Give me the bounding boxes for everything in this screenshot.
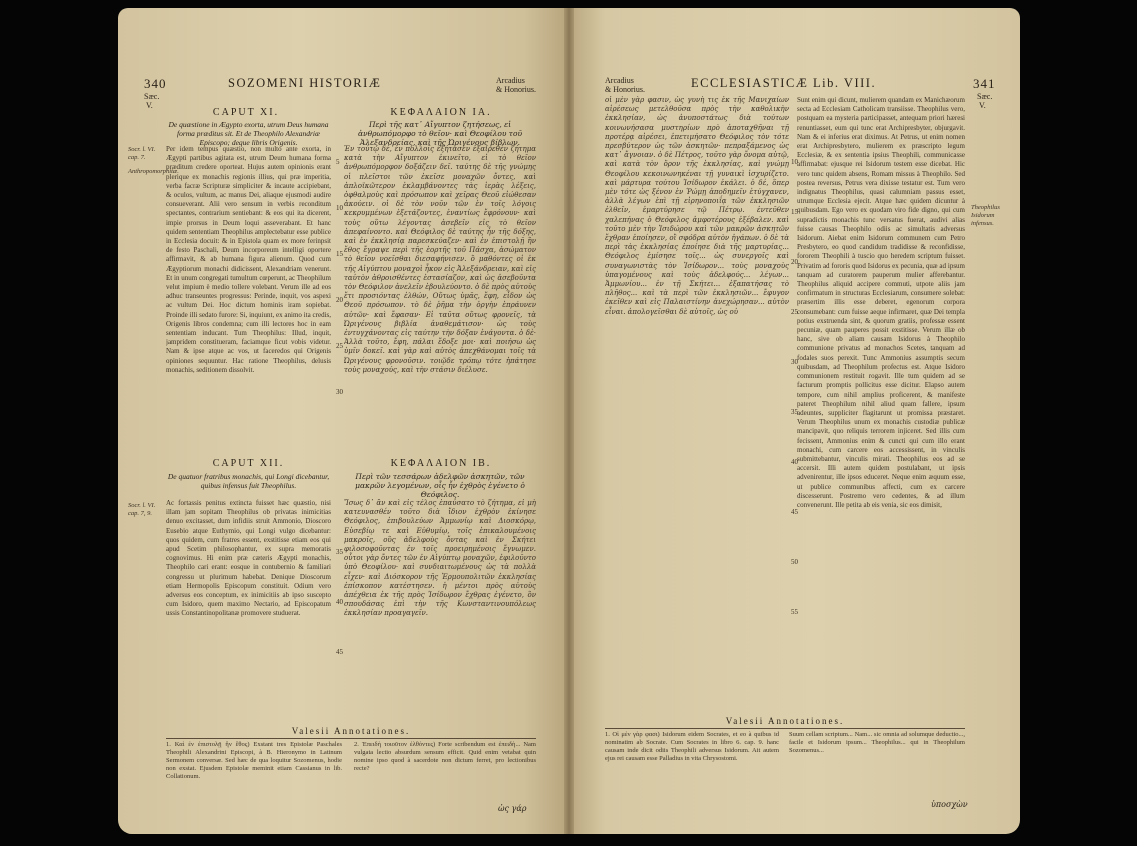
line-number: 45 (336, 648, 343, 656)
margin-ref-socrates-2: Socr. l. VI. cap. 7, 9. (128, 502, 156, 517)
running-reign-2: & Honorius. (496, 85, 536, 94)
chapter-12-greek-summary: Περὶ τῶν τεσσάρων ἀδελφῶν ἀσκητῶν, τῶν μακρῶν λεγομένων, οἷς ἦν ἐχθρὸς ἐγένετο ὁ Θεόφιλος. (355, 472, 525, 499)
line-number: 55 (791, 608, 798, 616)
line-number: 20 (791, 258, 798, 266)
chapter-12-latin-heading: CAPUT XII. (212, 458, 285, 469)
open-book (118, 8, 1020, 834)
running-reign-right-2: & Honorius. (605, 85, 645, 94)
margin-note-anthropomorphites: Anthropomorphitæ. (128, 168, 179, 175)
chapter-12-greek-text: Ἴσως δ᾿ ἂν καὶ εἰς τέλος ἐπαύσατο τὸ ζήτημα, εἰ μὴ κατευνασθέν τοῦτο διὰ ἴδιον ἐχθρὸν ἐκίνησε Θεόφιλος, ἐπιβουλεύων Ἀμμωνίῳ καὶ Διοσκόρῳ, Εὐσεβίῳ τε καὶ Εὐθυμίῳ, τοῖς ἐπικαλουμένοις μακροῖς, οὓς ἀδελφοὺς ὄντας καὶ ἐν Σκήτει φιλοσοφοῦντας ἐν τοῖς προειρημένοις ἔγνωμεν. οὗτοι γὰρ ὄντες τῶν ἐν Αἰγύπτῳ μοναχῶν, ἐφιλοῦντο ὑπὸ Θεοφίλου· καὶ συνδιαιτωμένους ὡς τὰ πολλὰ εἶχεν· καὶ Διόσκορον τῆς Ἑρμουπολιτῶν ἐκκλησίας ἐπίσκοπον κατέστησεν. ἡ μέντοι πρὸς αὐτοὺς ἀπέχθεια ἐκ τῆς πρὸς Ἰσίδωρον ἔχθρας ἐγένετο, ὃν σπουδάσας ἐπὶ τὴν τῆς Κωνσταντινουπόλεως ἐκκλησίαν προαγαγεῖν. (344, 499, 536, 618)
book-gutter (564, 8, 574, 834)
chapter-11-greek-text: Ἐν τούτῳ δέ, ἐν πολλοῖς ἐξήτασεν ἐξαιρεθὲν ζήτημα κατὰ τὴν Αἴγυπτον ἐκινεῖτο, εἰ τὸ θεῖον ἀνθρωπόμορφον δοξάζειν δεῖ. ταύτης δὲ τῆς γνώμης οἱ πλεῖστοι τῶν ἐκεῖσε μοναχῶν ὄντες, καὶ ἁπλοϊκῶτερον ἐκλαμβάνοντες τὰς ἱερὰς λέξεις, ὀφθαλμοὺς καὶ πρόσωπον καὶ χεῖρας Θεοῦ εἰώθεσαν ἀκούειν. οἱ δὲ τὸν νοῦν τῶν ἐν τοῖς λόγοις κεκρυμμένων ἐξετάζοντες, ἐναντίως ἔφρόνουν· καὶ τοὺς οὕτω λέγοντας ἀσεβεῖν εἰς τὸ θεῖον ἀπεφαίνοντο. καὶ Θεόφιλος δὲ ταύτης ἦν τῆς δόξης, καὶ ἐν ἐκκλησίᾳ παρεσκεύαζεν· καὶ ἐν ἐπιστολῇ ἣν ἔθος ἔγραψε περὶ τῆς ἑορτῆς τοῦ Πάσχα, ἀσώματον τὸ θεῖον νοεῖσθαι διεσαφήνισεν. ὃ μαθόντες οἱ ἐκ τῆς Αἰγύπτου μοναχοὶ ἧκον εἰς Ἀλεξάνδρειαν, καὶ εἰς ταὐτὸν ἀθροισθέντες ἐστασίαζον, καὶ ὡς ἀσεβοῦντα τὸν Θεόφιλον ἀνελεῖν ἐβουλεύοντο. ὁ δὲ πρὸς αὐτοὺς ἔτι προσιόντας ἐλθών, Οὕτως ὑμᾶς, ἔφη, εἶδον ὡς Θεοῦ πρόσωπον. τὸ δὲ ῥῆμα τὴν ὀργὴν ἐπράυνεν αὐτῶν· καὶ ἔφασαν· Εἰ ταῦτα οὕτως φρονεῖς, τὰ Ὠριγένους βιβλία ἀναθεμάτισον· ὡς τοὺς ἐντυγχάνοντας εἰς ταύτην τὴν δόξαν ἐνάγοντα. ὁ δὲ· Ἀλλὰ τοῦτο, ἔφη, πάλαι ἔδοξε μοι· καὶ ποιήσω ὡς ὑμῖν δοκεῖ. καὶ γὰρ καὶ αὐτὸς ἀπεχθάνομαι τοῖς τὰ Ὠριγένους φρονοῦσιν. τοιῷδε τρόπῳ τότε ἠπάτησε τοὺς μοναχούς, καὶ τὴν στάσιν διέλυσε. (344, 145, 536, 374)
side-note-century: V. (146, 101, 153, 110)
chapter-11-greek-summary: Περὶ τῆς κατ᾿ Αἴγυπτον ζητήσεως, εἰ ἀνθρωπόμορφο τὸ θεῖον· καὶ Θεοφίλου τοῦ Ἀλεξανδρείας, καὶ τῆς Ὠριγένους βίβλων. (357, 120, 523, 147)
annotation-left-b: 2. Ἐπειδὴ τοιοῦτον ἐλθόντες) Forte scribendum est ἐπειδὴ... Nam vulgata lectio absurdum sensum efficit. Quid enim vetabat quin nomine ipso quod à sacerdote non dictum ferret, pro lectionibus recte? (354, 741, 536, 772)
running-reign-right-1: Arcadius (605, 76, 634, 85)
running-title-right: ECCLESIASTICÆ Lib. VIII. (691, 76, 877, 90)
side-note-saec: Sæc. (144, 92, 160, 101)
line-number: 20 (336, 296, 343, 304)
page-number-right: 341 (973, 76, 996, 91)
chapter-11-latin-text: Per idem tempus quæstio, non multo ante exorta, in Ægypti partibus agitata est, utrum Deum humana forma præditum credere oporteat. Hujus autem opinionis erant plerique ex monachis regionis illius, qui præ imperitia, verba facræ Scripturæ simpliciter & incaute accipiebant, & oculos, vultum, ac manus Dei, aliaque ejusmodi audire consueverant. Alii vero sensum in verbis reconditum spectantes, contrarium sentiebant: & eos qui ita dicerent, impie prorsus in Deum loqui asseverabant. Et hanc quidem sententiam Theophilus amplectebatur esse publice in Ecclesia docuit: & in Epistola quam ex more ferinpsit de festo Paschali, Deum incorporeum intelligi oportere affirmavit, & ab humana figura alienum. Quod cum Ægyptiorum monachi didicissent, Alexandriam venerunt. Et in unum congregati tumultum cœperunt, ac Theophilum velut impium è medio tollere volebant. Verum ille ad eos adhuc transeuntes progressus: Perinde, inquit, vos aspexi ac vultum Dei. Hoc dictum hominis iram sopiebat. Proinde illi sedato furore: Si, inquiunt, ex animo ita credis, Origenis libros condemna; cum illi lectores hoc in eam sententiam inducant. Tum Theophilus: Illud, inquit, jampridem constitueram, faciamque ficut vobis videtur. Nam & ipse atque ac vos, ut faceredos qui Origenis opiniones sequuntur. Hac ratione Theophilus, delusis monachis, seditionem dissolvit. (166, 145, 331, 374)
chapter-12-greek-heading: ΚΕΦΑΛΑΙΟΝ ΙΒ. (390, 458, 492, 469)
margin-ref-socrates: Socr. l. VI. cap. 7. (128, 146, 156, 161)
line-number: 25 (336, 342, 343, 350)
right-latin-text: Sunt enim qui dicunt, mulierem quandam ex Manichæorum secta ad Ecclesiam Catholicam transiisse. Theophilus vero, postquam ea mysteria participasset, antequam priori hæresi renuntiasset, eum qui tunc erat Archipresbyter, objurgavit. Nam & ei inferius erat diximus. At Petrus, ut enim nomen erat Archipresbytero, mulierem ex præscripto legum Ecclesiæ, & ex sententia ipsius Theophili, communicasse affirmabat: ejusque rei Isidorum testem esse dicebat. Hic vero tunc quidem absens, Romam missus à Theophilo. Sed postea reversus, Petrus vera dixisse testatur est. Tum vero indignatus Theophilus, quasi calumniam passus esset, utrumque Ecclesia ejecit. Atque hæc quidem dicuntur à quibusdam. Ego vero ex quodam viro fide digno, qui cum supradictis monachis tunc versatus fuerat, audivi alias fuisse causas Theophilo odiis ac simultatis adversus Isidorum. Aiebat enim Isidorum communem cum Petro Presbytero, eo quod candidum tradidisse & reconfidisse, fororem Theophili à tuscio quo heredem scriptum fuisset. Privatim ad fororis quod Isidorus ex pecunia, quæ ad ipsum tanquam ad curatorem pauperum mulier afferebantur. Theophilus aliquid accipere commuti, utpote aliis jam confirmatum in structuras Ecclesiarum, consumere solebat: præsertim illis esse deberet, egenorum corpora consumebant: cum fuisse aeque infirmaret, quæ Dei templa potius exstruenda sint, & quorum gratiis, professæ essent pecuniæ, quam pauperes possit exstitisse. Verum illæ ob hanc, sive ob aliam causam Isidorus à Theophilo communione privatus ad monachos Scetes, tanquam ad fodales suos perexit. Tunc Ammonius assumptis secum quibusdam, ad Theophilum profectus est. Atque Isidoro communionem restituit rogavit. Ille tum quidem ad se facturum promptis pollicitus esse dicitur. Elapso autem tempore, cum nihil amplius proficerent, & manifeste pateret Theophilum nihil aliud quam fallere, ipsum adeuntes, suppliciter flagitarunt ut promissa præstaret. Verum Theophilus unum ex monachis custodiæ publicæ mancipavit, quo reliquis terrorem injiceret. Sed illis cum fecissent, Ammonius enim & cuncti qui cum illo erant monachi, cum carcere eos accessissent, in vinculis submittebantur, vinculis mirati. Theophilus eos ad se accersit. Illi autem quidem postulabant, ut ipsis advenirentur, ille ipsos educeret. Neque enim æquum esse, ut publice communibus affecti, cum ex carcere discesserunt. Postremo vero cedentes, & ad illum convenerunt. Ille petita ab eis venia, sic eos dimisit, (797, 96, 965, 509)
chapter-11-latin-heading: CAPUT XI. (212, 107, 280, 118)
line-number: 40 (336, 598, 343, 606)
chapter-11-latin-summary: De quæstione in Ægypto exorta, utrum Deus humana forma præditus sit. Et de Theophilo Alexandriæ Episcopo; deque libris Origenis. (168, 120, 329, 147)
annotations-title-right: Valesii Annotationes. (725, 716, 845, 726)
line-number: 35 (791, 408, 798, 416)
annotation-rule-right (605, 728, 965, 729)
line-number: 35 (336, 548, 343, 556)
line-number: 10 (791, 158, 798, 166)
running-title-left: SOZOMENI HISTORIÆ (228, 76, 382, 90)
annotation-right-b: Suum cellam scriptum... Nam... sic omnia ad solumque deductio..., facile et Isidorum ipsum... Theophilus... qui in Theophilum Sozomenus... (789, 731, 965, 754)
line-number: 30 (336, 388, 343, 396)
margin-note-theophilus: Theophilus Isidorum infensus. (971, 204, 1000, 227)
line-number: 25 (791, 308, 798, 316)
annotation-right-a: 1. Οἱ μὲν γὰρ φασι) Isidorum eidem Socrates, et eo à quibus id nominatim ab Socrate. Cum Socrates in libro 6. cap. 9. hanc causam inde dicit odiis Theophili adversus Isidorum. Ait autem ejus rei causam esse Palladius in vita Chrysostomi. (605, 731, 779, 762)
right-greek-text: οἱ μὲν γὰρ φασιν, ὡς γυνὴ τις ἐκ τῆς Μανιχαίων αἱρέσεως μετελθοῦσα πρὸς τὴν καθολικὴν ἐκκλησίαν, ὡς ἀνυποστάτως διὰ τούτων κοινωνήσασα μυστηρίων πρὸ ἀποταχθῆναι τῇ προτέρᾳ αἱρέσει, ἐπετιμήσατο Θεόφιλος τὸν τότε πρεσβύτερον ὡς τῶν ἀσκητῶν· πεπραξάμενος ὡς κατ᾿ ἄγνοιαν. ὁ δὲ Πέτρος, τοῦτο γὰρ ὄνομα αὐτῷ, καὶ κατὰ τὸν ὅρον τῆς ἐκκλησίας, καὶ γνώμῃ Θεοφίλου κεκοινωνηκέναι τῇ γυναικὶ ἰσχυρίζετο. καὶ μάρτυρα τούτου Ἰσίδωρον ἐκάλει. ὁ δέ, ὅπερ μὲν τότε ὡς ξένον ἐν Ῥώμῃ ἀποδημεῖν ἐτύγχανεν, ἀλλὰ λέγων ἐπὶ τῇ εἰρηνοποιΐᾳ τῶν ἐκκλησιῶν ἐλθεῖν, ἐμαρτύρησε τῷ Πέτρῳ. ἐντεῦθεν χαλεπήνας ὁ Θεόφιλος ἀμφοτέρους ἐξέβαλεν. καὶ τοῦτο μὲν τὴν Ἰσιδώρου καὶ τῶν μακρῶν ἀσκητῶν ἔχθραν ἐποίησεν, οἳ σφόδρα αὐτὸν ἠγάπων. ὁ δὲ τὰ περὶ τὰς ἐκκλησίας ἐποίησε διὰ τῆς μαρτυρίας... Θεόφιλος ἐμίσησε τοῖς... ὡς συνεργοῖς καὶ συναγωνιστὰς τὸν Ἰσίδωρον... τοὺς μοναχοὺς ὑπαγομένους καὶ τοὺς ἀδελφούς... λέγων... Ἀμμωνίου... ἐν τῇ Σκήτει... ἐξαπατήσας τὸ πλῆθος... καὶ τὰ περὶ τῶν ἐκκλησιῶν... ἔφυγον ἐκεῖθεν καὶ εἰς Παλαιστίνην ἀνεχώρησαν... αὐτὸν εἶναι. ἀπολογεῖσθαι δὲ αὐτοῖς, ὡς οὐ (605, 96, 789, 316)
annotation-left-a: 1. Καὶ ἐν ἐπιστολῇ ἣν ἔθος) Exstant tres Epistolæ Paschales Theophili Alexandrini Episcopi, à B. Hieronymo in Latinum Sermonem conversæ. Sed hæc de qua loquitur Sozomenus, hodie non exstat. Ejusdem Epistolæ meminit etiam Cassianus in lib. Collationum. (166, 741, 342, 780)
running-reign-1: Arcadius (496, 76, 525, 85)
chapter-12-latin-summary: De quatuor fratribus monachis, qui Longi dicebantur, quibus infensus fuit Theophilus. (167, 472, 330, 490)
line-number: 15 (336, 250, 343, 258)
annotations-title-left: Valesii Annotationes. (291, 726, 411, 736)
line-number: 15 (791, 208, 798, 216)
left-page (118, 8, 569, 834)
annotation-rule-left (166, 738, 536, 739)
line-number: 5 (336, 158, 340, 166)
chapter-11-greek-heading: ΚΕΦΑΛΑΙΟΝ ΙΑ. (390, 107, 492, 118)
line-number: 10 (336, 204, 343, 212)
right-page (569, 8, 1020, 834)
line-number: 40 (791, 458, 798, 466)
line-number: 45 (791, 508, 798, 516)
side-note-saec-right: Sæc. (977, 92, 993, 101)
catchword-right: ὑποσχὼν (931, 800, 968, 809)
chapter-12-latin-text: Ac fortassis penitus extincta fuisset hæc quæstio, nisi illam jam sopitam Theophilus ob privatas inimicitias denuo excitasset, dum infidiis struit Ammonio, Dioscoro Eusebio atque Euthymio, qui Longi vulgo dicebantur: quos quidem, cum fratres essent, exstitisse etiam eos qui apud Scetim philosophantur, ex supra memoratis cognovimus. Hi enim præ cæteris Ægypti monachis, Theophilo cari erant: eosque in contubernio & familiari congressu ut plurimum habebat. Denique Dioscorum etiam Hermopolis Episcopum constituit. Odium vero adversus eos conceptum, ex inimicitiis ab ipso suscepto cum Isidoro, quem maximo Nectario, ad Episcopatum ussis Constantinopolitanæ promovere studuerat. (166, 499, 331, 618)
page-number-left: 340 (144, 76, 167, 91)
line-number: 50 (791, 558, 798, 566)
catchword-left: ὡς γάρ (498, 804, 527, 813)
side-note-century-right: V. (979, 101, 986, 110)
line-number: 30 (791, 358, 798, 366)
